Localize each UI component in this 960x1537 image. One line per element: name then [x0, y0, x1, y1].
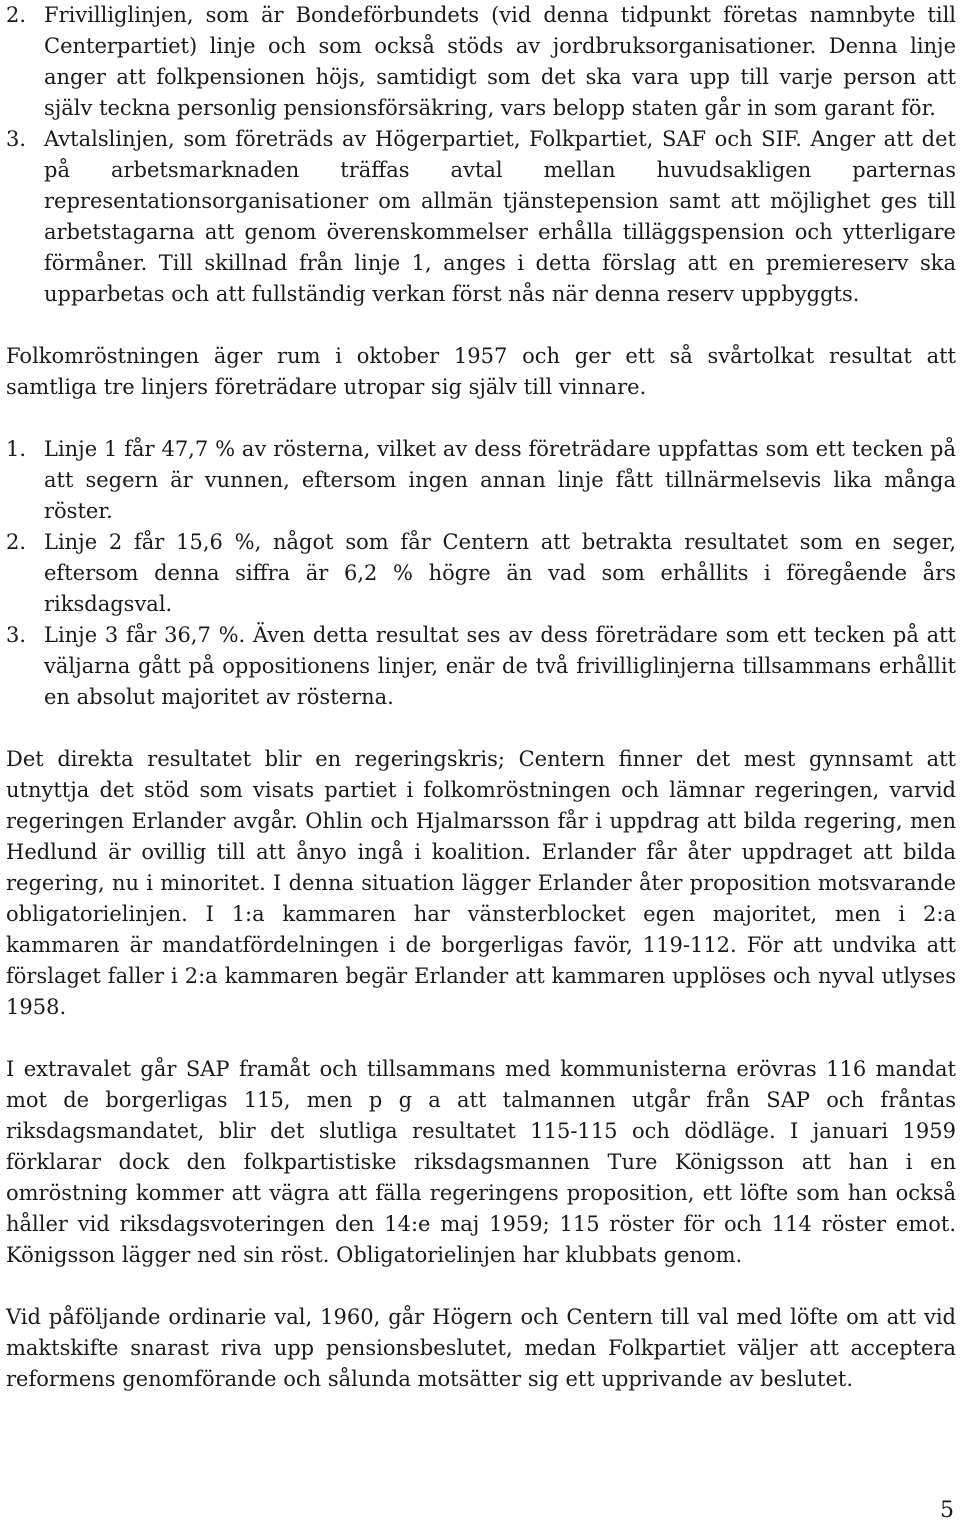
paragraph-referendum: Folkomröstningen äger rum i oktober 1957 och ger ett så svårtolkat resultat att samtliga tre linjers företrädare utropar sig själv till vinnare. — [6, 344, 956, 399]
paragraph-gap — [6, 310, 956, 341]
list-number: 2. — [6, 3, 27, 27]
paragraph-1960-election: Vid påföljande ordinarie val, 1960, går Högern och Centern till val med löfte om att vid maktskifte snarast riva upp pensionsbeslutet, medan Folkpartiet väljer att acceptera reformens genomförande och sålunda motsätter sig ett upprivande av beslutet. — [6, 1305, 956, 1391]
list-text: Linje 1 får 47,7 % av rösterna, vilket av dess företrädare uppfattas som ett tecken på att segern är vunnen, eftersom ingen annan linje fått tillnärmelsevis lika många röster. — [44, 437, 956, 523]
paragraph-gap — [6, 1023, 956, 1054]
paragraph-government-crisis: Det direkta resultatet blir en regeringskris; Centern finner det mest gynnsamt att utnyttja det stöd som visats partiet i folkomröstningen och lämnar regeringen, varvid regeringen Erlander avgår. Ohlin och Hjalmarsson får i uppdrag att bilda regering, men Hedlund är ovillig till att ånyo ingå i koalition. Erlander får åter uppdraget att bilda regering, nu i minoritet. I denna situation lägger Erlander åter proposition motsvarande obligatorielinjen. I 1:a kammaren har vänsterblocket egen majoritet, men i 2:a kammaren är mandatfördelningen i de borgerligas favör, 119-112. För att undvika att förslaget faller i 2:a kammaren begär Erlander att kammaren upplöses och nyval utlyses 1958. — [6, 747, 956, 1019]
list-text: Frivilliglinjen, som är Bondeförbundets (vid denna tidpunkt företas namnbyte till Centerpartiet) linje och som också stöds av jordbruksorganisationer. Denna linje anger att folkpensionen höjs, samtidigt som det ska vara upp till varje person att själv teckna personlig pensionsförsäkring, vars belopp staten går in som garant för. — [44, 3, 956, 120]
list-item — [6, 124, 956, 310]
list-number: 3. — [6, 623, 27, 647]
page-number: 5 — [940, 1498, 954, 1523]
list-number: 3. — [6, 127, 27, 151]
list-item — [6, 434, 956, 527]
document-page — [6, 0, 956, 1395]
list-number: 1. — [6, 437, 27, 461]
list-text: Linje 3 får 36,7 %. Även detta resultat ses av dess företrädare som ett tecken på att väljarna gått på oppositionens linjer, enär de två frivilliglinjerna tillsammans erhållit en absolut majoritet av rösterna. — [44, 623, 956, 709]
paragraph-gap — [6, 713, 956, 744]
paragraph-gap — [6, 1271, 956, 1302]
list-item — [6, 527, 956, 620]
paragraph-gap — [6, 403, 956, 434]
pension-lines-list — [6, 0, 956, 310]
paragraph-extra-election: I extravalet går SAP framåt och tillsammans med kommunisterna erövras 116 mandat mot de borgerligas 115, men p g a att talmannen utgår från SAP och fråntas riksdagsmandatet, blir det slutliga resultatet 115-115 och dödläge. I januari 1959 förklarar dock den folkpartistiske riksdagsmannen Ture Königsson att han i en omröstning kommer att vägra att fälla regeringens proposition, ett löfte som han också håller vid riksdagsvoteringen den 14:e maj 1959; 115 röster för och 114 röster emot. Königsson lägger ned sin röst. Obligatorielinjen har klubbats genom. — [6, 1057, 956, 1267]
results-list — [6, 434, 956, 713]
list-item — [6, 620, 956, 713]
list-number: 2. — [6, 530, 27, 554]
list-item — [6, 0, 956, 124]
list-text: Avtalslinjen, som företräds av Högerpartiet, Folkpartiet, SAF och SIF. Anger att det på arbetsmarknaden träffas avtal mellan huvudsakligen parternas representationsorganisationer om allmän tjänstepension samt att möjlighet ges till arbetstagarna att genom överenskommelser erhålla tilläggspension och ytterligare förmåner. Till skillnad från linje 1, anges i detta förslag att en premiereserv ska upparbetas och att fullständig verkan först nås när denna reserv uppbyggts. — [44, 127, 956, 306]
list-text: Linje 2 får 15,6 %, något som får Centern att betrakta resultatet som en seger, eftersom denna siffra är 6,2 % högre än vad som erhållits i föregående års riksdagsval. — [44, 530, 956, 616]
